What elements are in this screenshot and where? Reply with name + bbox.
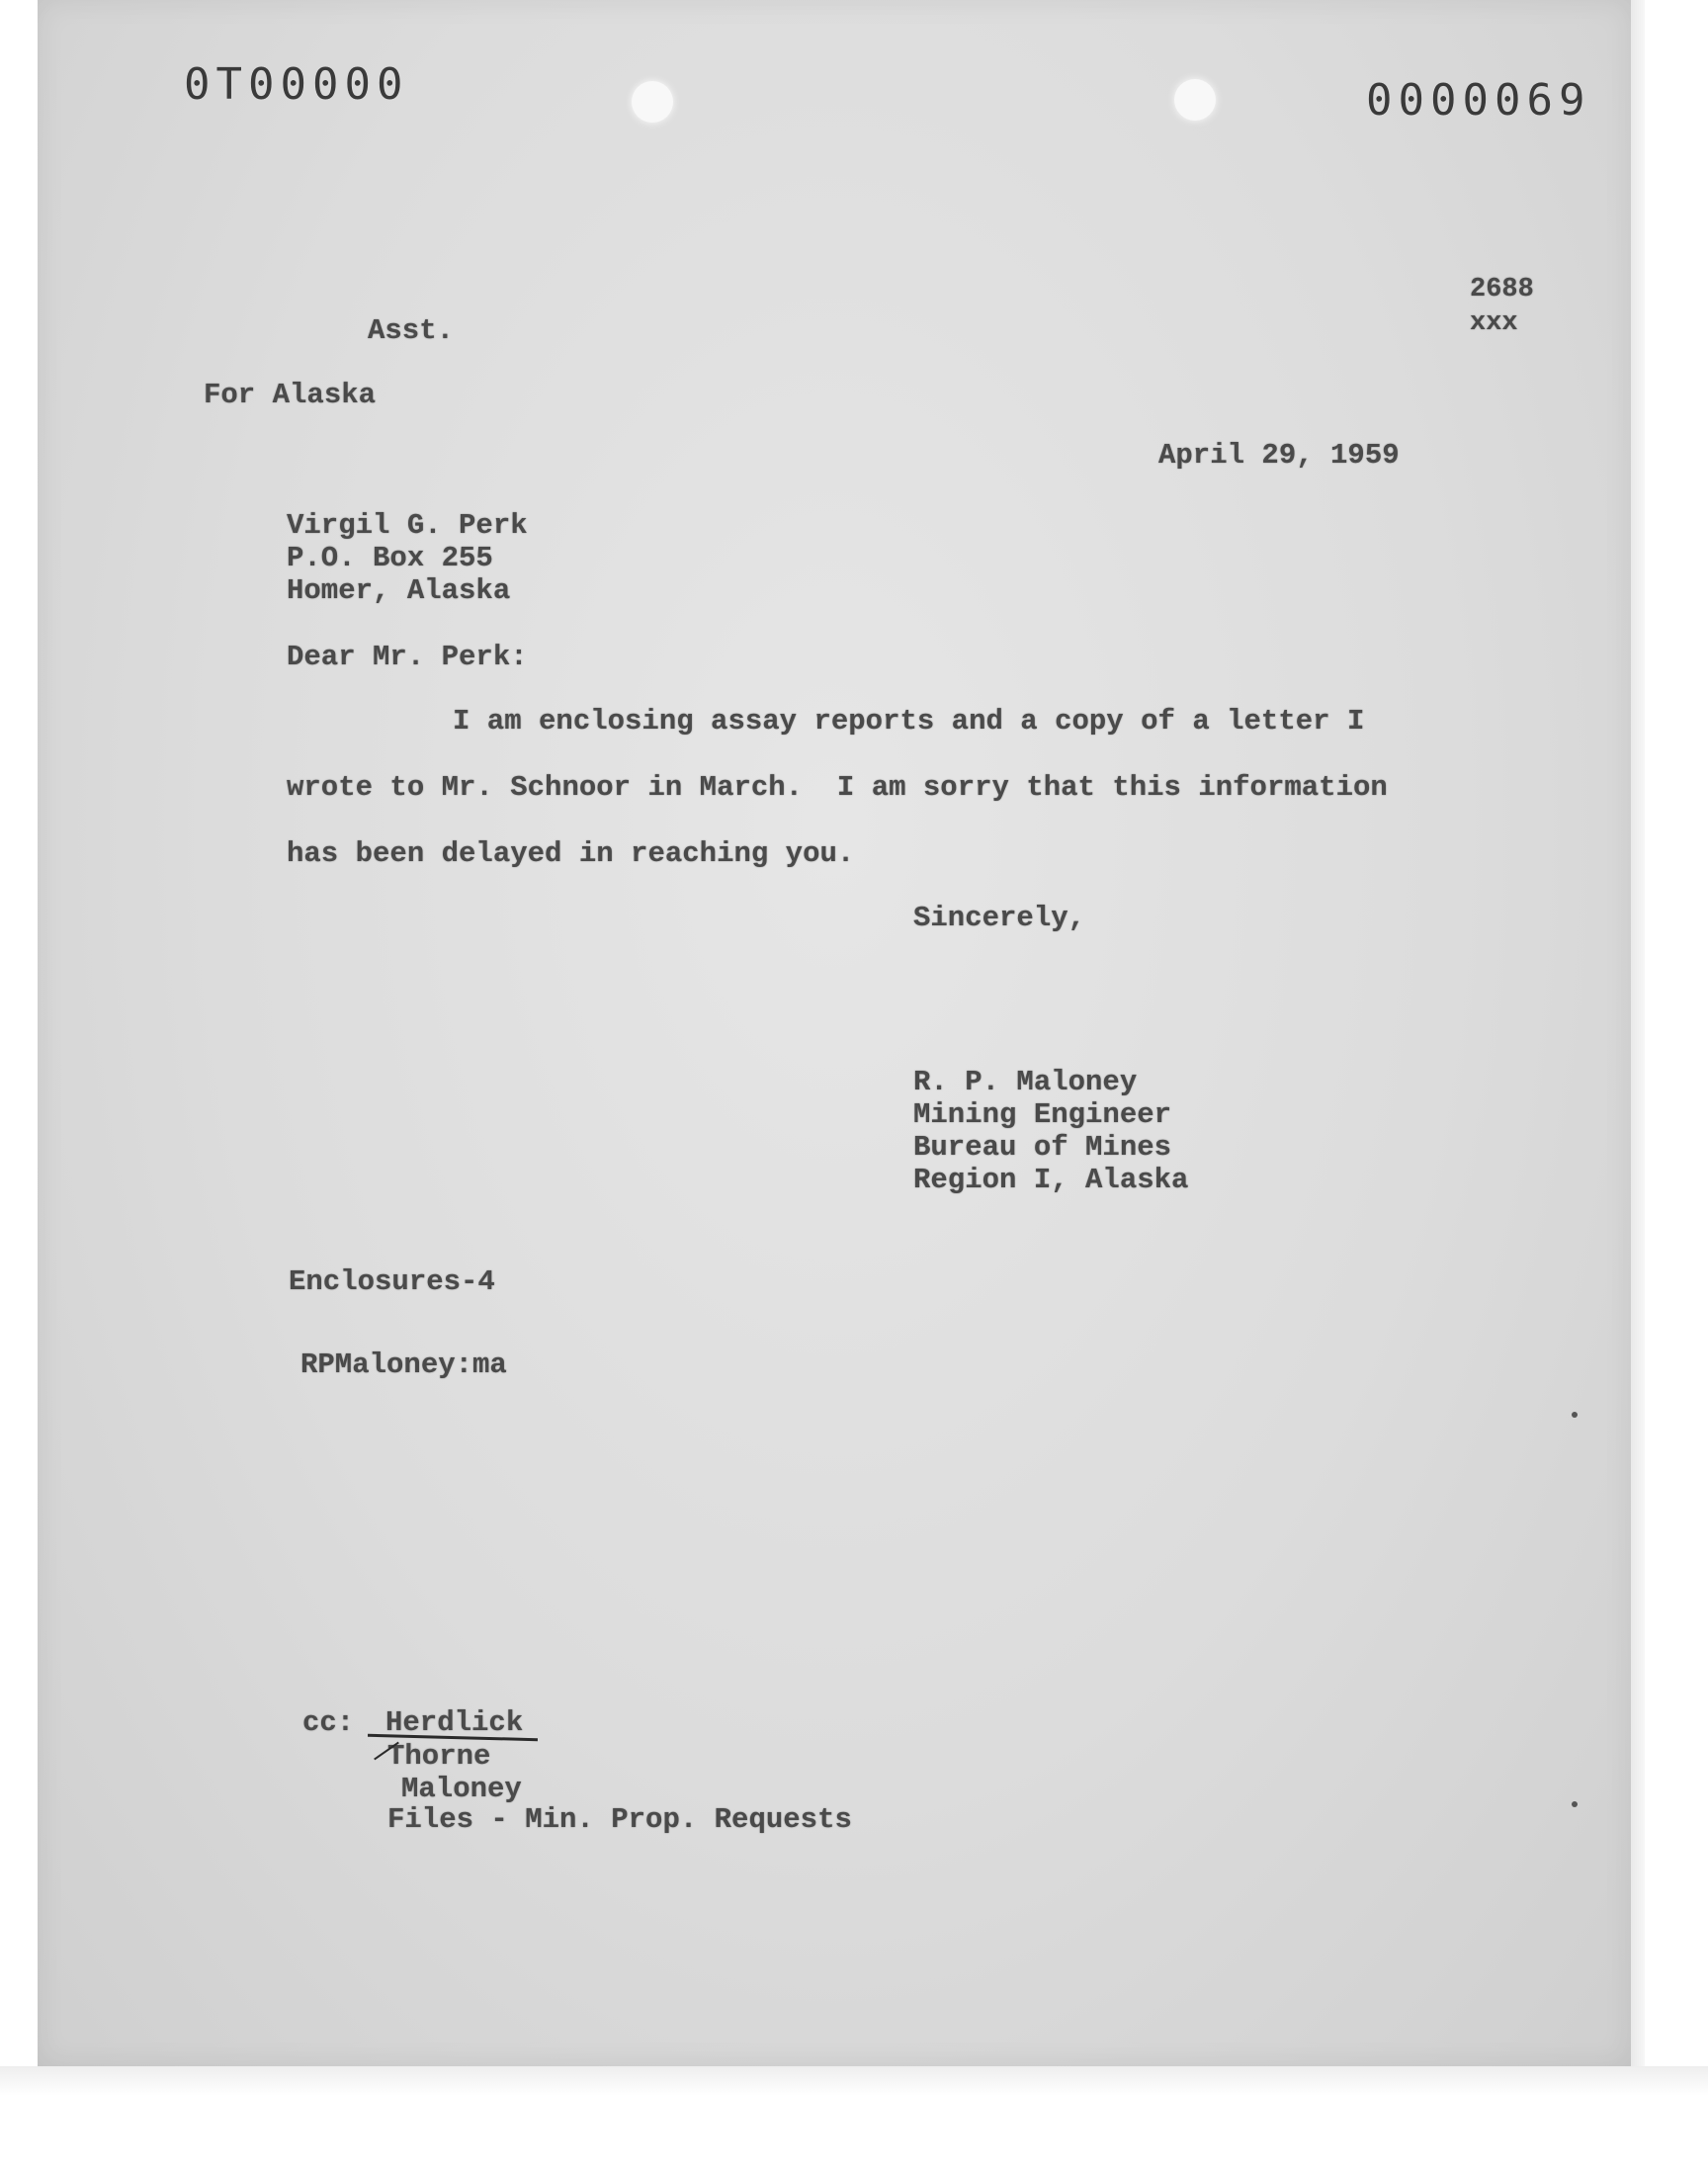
- addressee-city: Homer, Alaska: [287, 574, 511, 607]
- signature-org: Bureau of Mines: [913, 1131, 1172, 1164]
- signature-title: Mining Engineer: [913, 1098, 1172, 1131]
- addressee-name: Virgil G. Perk: [287, 509, 528, 542]
- signature-region: Region I, Alaska: [913, 1164, 1189, 1196]
- body-line-2: wrote to Mr. Schnoor in March. I am sorry that this information: [287, 771, 1388, 804]
- document-page: [38, 0, 1631, 2066]
- punch-hole: [632, 81, 673, 123]
- file-code-number: 2688: [1470, 275, 1534, 304]
- cc-recipient: Thorne: [387, 1740, 491, 1773]
- punch-hole: [1174, 79, 1216, 121]
- cc-recipient: Maloney: [401, 1773, 522, 1805]
- document-number-stamp-left: 0T00000: [184, 59, 409, 110]
- file-code-mark: xxx: [1470, 308, 1518, 338]
- header-asst: Asst.: [368, 314, 455, 347]
- salutation: Dear Mr. Perk:: [287, 641, 528, 673]
- cc-recipient: Files - Min. Prop. Requests: [387, 1803, 852, 1836]
- signature-name: R. P. Maloney: [913, 1066, 1138, 1098]
- body-line-1: I am enclosing assay reports and a copy of a letter I: [453, 705, 1365, 738]
- closing: Sincerely,: [913, 902, 1086, 934]
- enclosures: Enclosures-4: [289, 1265, 495, 1298]
- letter-date: April 29, 1959: [1158, 439, 1400, 472]
- page-edge: [1631, 0, 1645, 2066]
- header-for-alaska: For Alaska: [204, 379, 377, 411]
- paper-speck: [1572, 1801, 1578, 1807]
- body-line-3: has been delayed in reaching you.: [287, 837, 855, 870]
- cc-label: cc:: [302, 1706, 355, 1739]
- typist-initials: RPMaloney:ma: [300, 1348, 507, 1381]
- page-bottom-edge: [0, 2066, 1708, 2096]
- document-number-stamp-right: 0000069: [1366, 75, 1591, 126]
- addressee-box: P.O. Box 255: [287, 542, 493, 574]
- cc-recipient: Herdlick: [385, 1706, 524, 1739]
- paper-speck: [1572, 1412, 1578, 1418]
